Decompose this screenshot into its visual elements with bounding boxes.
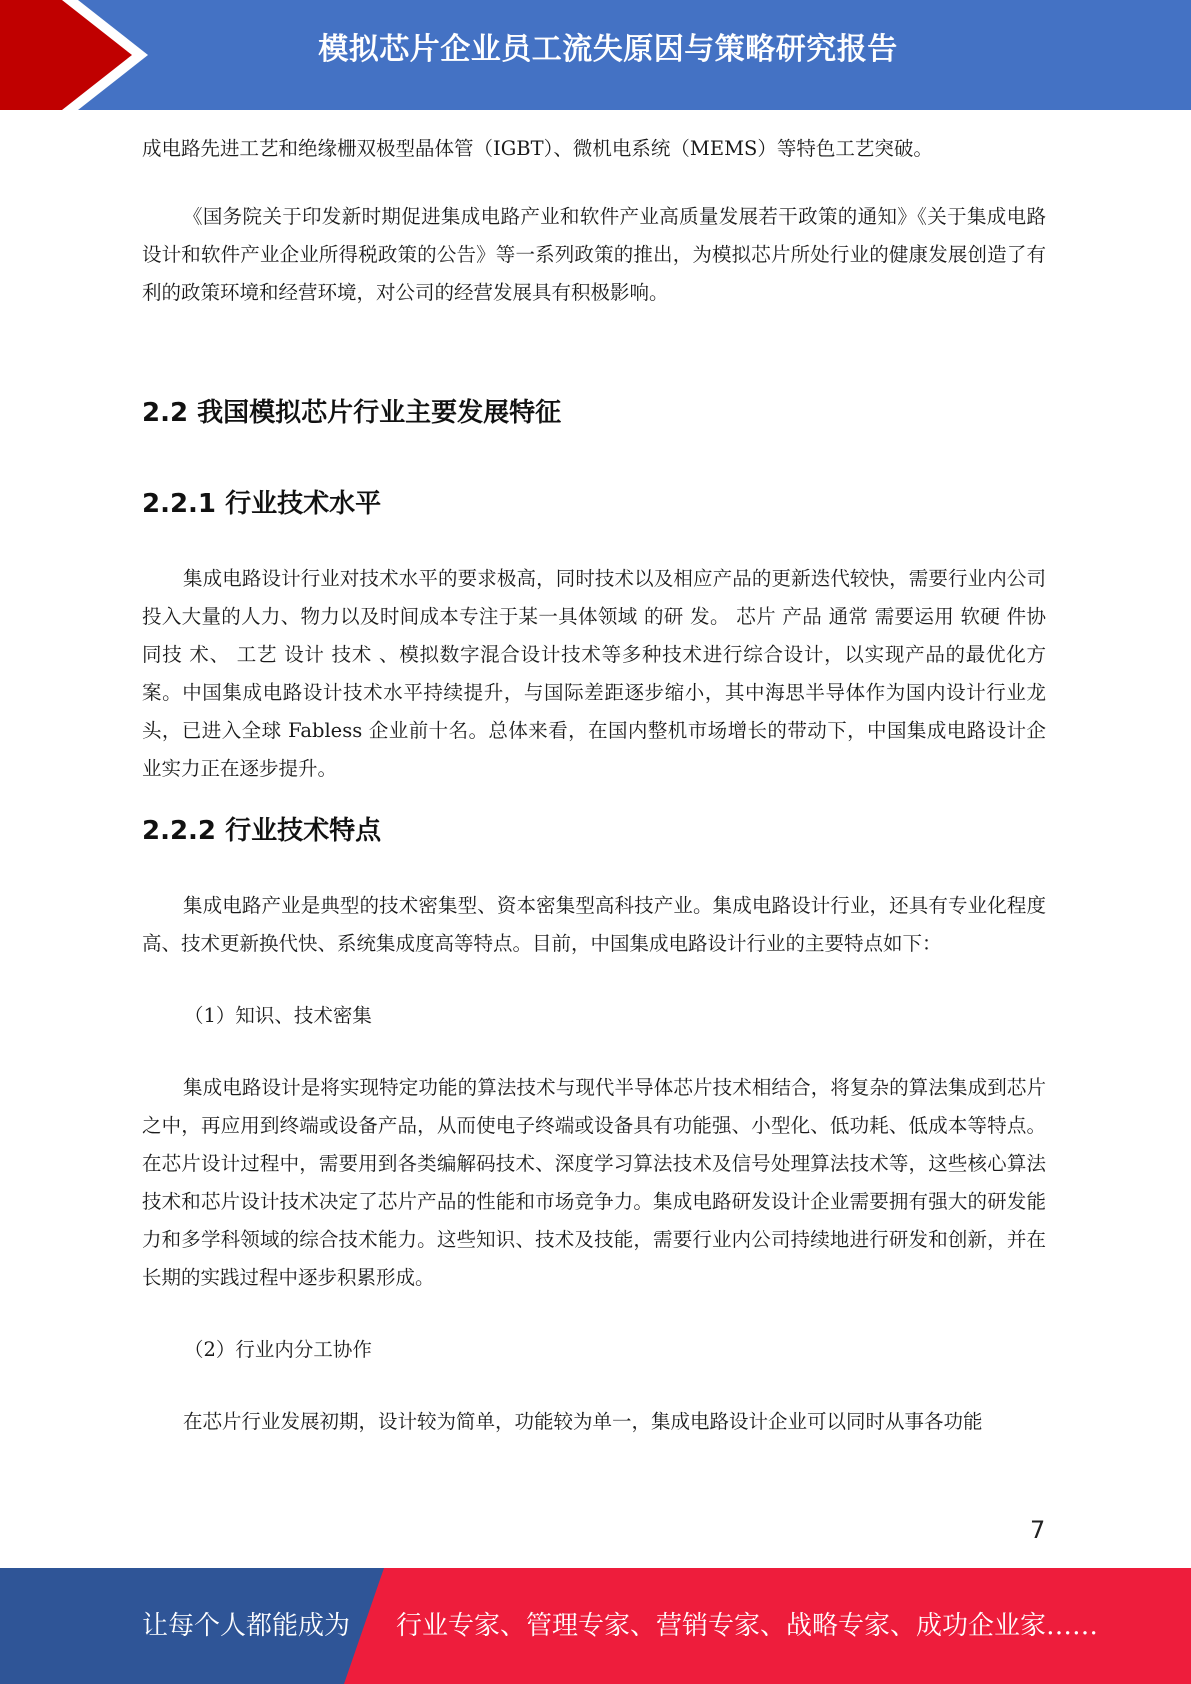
section-heading-2-2-2: 2.2.2 行业技术特点 — [142, 816, 382, 846]
paragraph: 集成电路设计行业对技术水平的要求极高，同时技术以及相应产品的更新迭代较快，需要行业内公司投入大量的人力、物力以及时间成本专注于某一具体领域 的研 发。 芯片 产品 通常 需要运用 软硬 件协 同技 术、 工艺 设计 技术 、模拟数字混合设计技术等多种技术进行综合设计，以实现产品的最优化方案。中国集成电路设计技术水平持续提升，与国际差距逐步缩小，其中海思半导体作为国内设计行业龙头，已进入全球 Fabless 企业前十名。总体来看，在国内整机市场增长的带动下，中国集成电路设计企业实力正在逐步提升。 — [142, 567, 1046, 780]
page-header — [0, 0, 1191, 110]
paragraph: 《国务院关于印发新时期促进集成电路产业和软件产业高质量发展若干政策的通知》《关于集成电路设计和软件产业企业所得税政策的公告》等一系列政策的推出，为模拟芯片所处行业的健康发展创造了有利的政策环境和经营环境，对公司的经营发展具有积极影响。 — [142, 205, 1046, 304]
paragraph: 集成电路设计是将实现特定功能的算法技术与现代半导体芯片技术相结合，将复杂的算法集成到芯片之中，再应用到终端或设备产品，从而使电子终端或设备具有功能强、小型化、低功耗、低成本等特点。在芯片设计过程中，需要用到各类编解码技术、深度学习算法技术及信号处理算法技术等，这些核心算法技术和芯片设计技术决定了芯片产品的性能和市场竞争力。集成电路研发设计企业需要拥有强大的研发能力和多学科领域的综合技术能力。这些知识、技术及技能，需要行业内公司持续地进行研发和创新，并在长期的实践过程中逐步积累形成。 — [142, 1076, 1046, 1289]
page-footer — [0, 1568, 1191, 1684]
footer-slogan-left: 让每个人都能成为 — [142, 1611, 351, 1641]
paragraph: 集成电路产业是典型的技术密集型、资本密集型高科技产业。集成电路设计行业，还具有专业化程度高、技术更新换代快、系统集成度高等特点。目前，中国集成电路设计行业的主要特点如下： — [142, 894, 1046, 955]
list-item-2: （2）行业内分工协作 — [184, 1338, 372, 1361]
header-title: 模拟芯片企业员工流失原因与策略研究报告 — [318, 32, 898, 67]
list-item-1: （1）知识、技术密集 — [184, 1004, 372, 1027]
page-number: 7 — [1030, 1516, 1046, 1544]
section-heading-2-2-1: 2.2.1 行业技术水平 — [142, 489, 382, 519]
footer-slogan-right: 行业专家、管理专家、营销专家、战略专家、成功企业家…… — [396, 1611, 1099, 1641]
paragraph: 成电路先进工艺和绝缘栅双极型晶体管（IGBT）、微机电系统（MEMS）等特色工艺突破。 — [142, 137, 933, 160]
paragraph: 在芯片行业发展初期，设计较为简单，功能较为单一，集成电路设计企业可以同时从事各功能 — [183, 1410, 983, 1433]
section-heading-2-2: 2.2 我国模拟芯片行业主要发展特征 — [142, 398, 562, 428]
document-body — [142, 130, 1046, 1441]
